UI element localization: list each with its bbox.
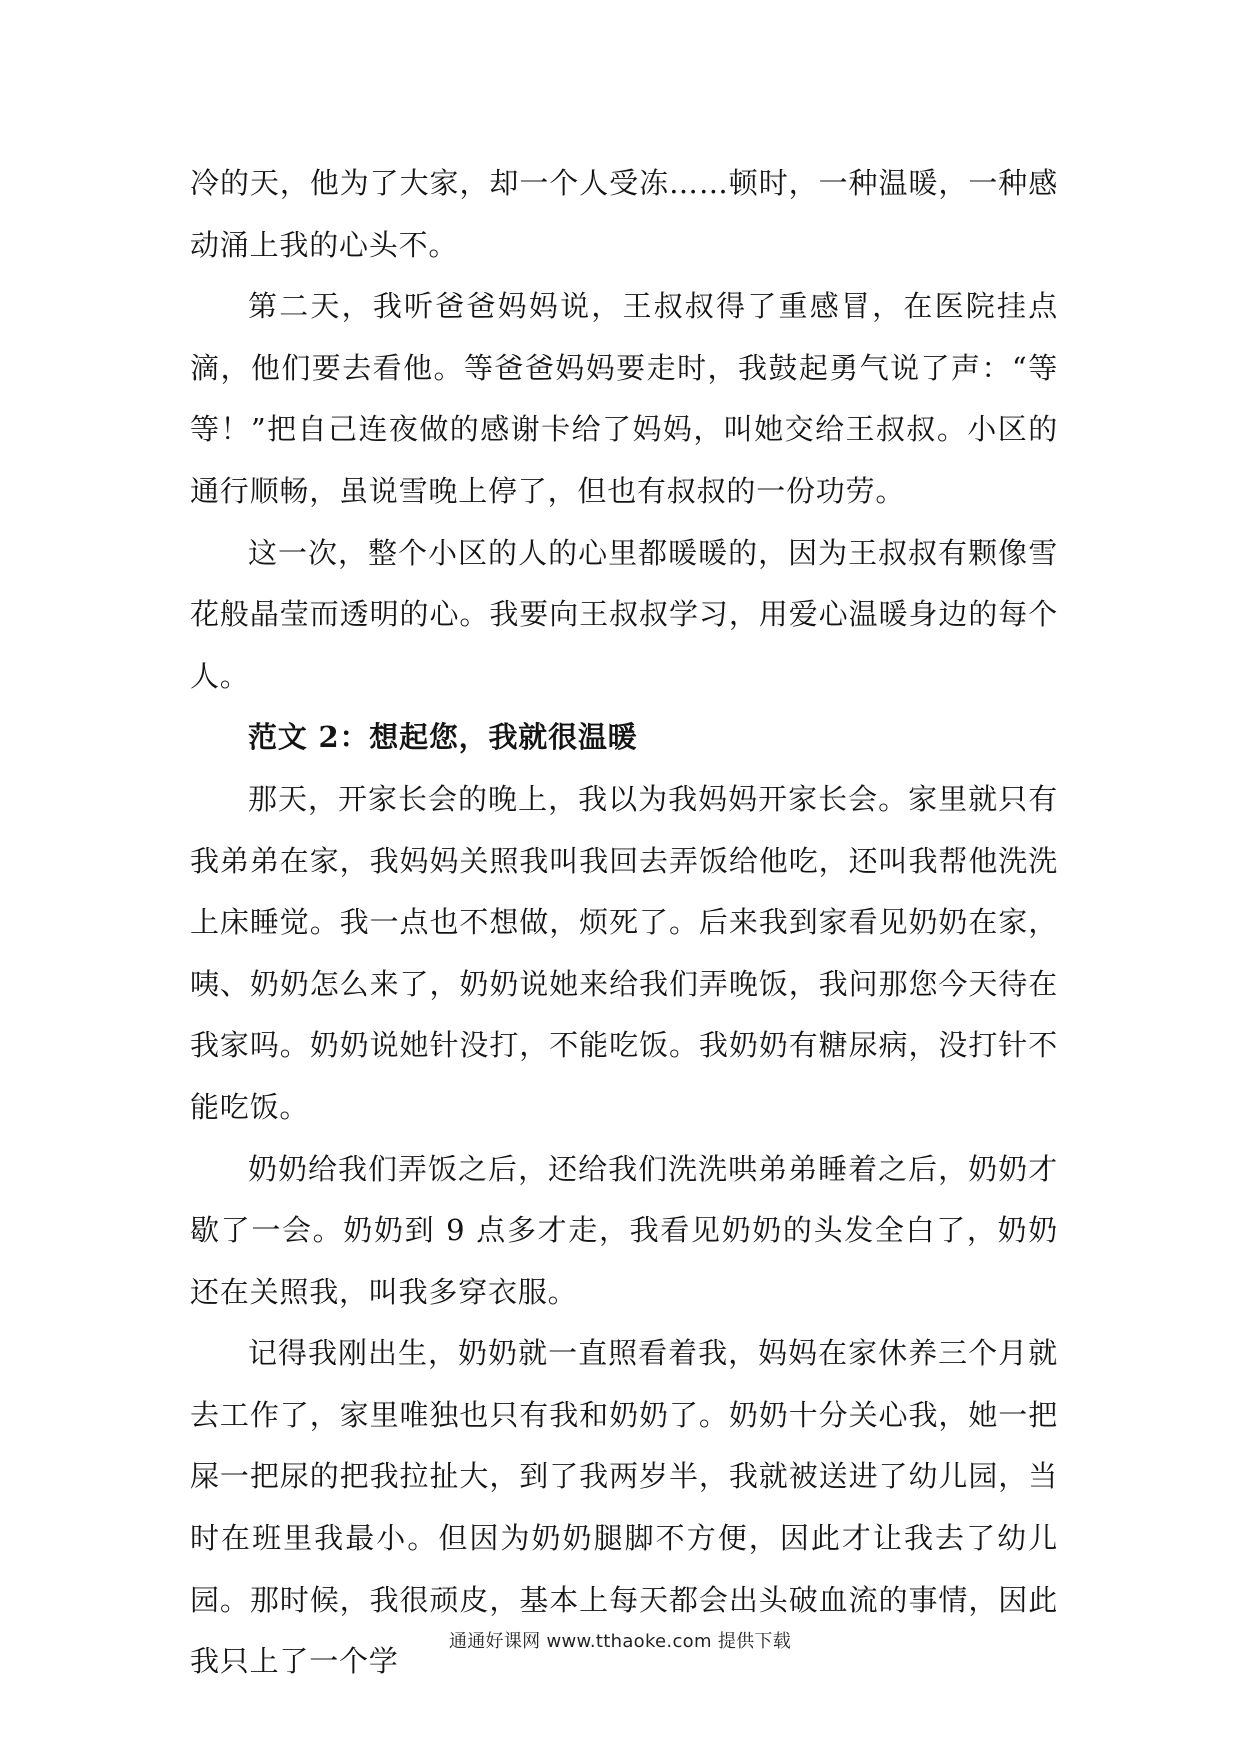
- document-body: [190, 153, 1058, 1693]
- page-footer: 通通好课网 www.tthaoke.com 提供下载: [448, 1631, 792, 1652]
- section-heading: 范文 2：想起您，我就很温暖: [248, 720, 638, 755]
- paragraph: 第二天，我听爸爸妈妈说，王叔叔得了重感冒，在医院挂点滴，他们要去看他。等爸爸妈妈要走时，我鼓起勇气说了声：“等等！”把自己连夜做的感谢卡给了妈妈，叫她交给王叔叔。小区的通行顺畅，虽说雪晚上停了，但也有叔叔的一份功劳。: [190, 289, 1058, 508]
- paragraph: 那天，开家长会的晚上，我以为我妈妈开家长会。家里就只有我弟弟在家，我妈妈关照我叫我回去弄饭给他吃，还叫我帮他洗洗上床睡觉。我一点也不想做，烦死了。后来我到家看见奶奶在家，咦、奶奶怎么来了，奶奶说她来给我们弄晚饭，我问那您今天待在我家吗。奶奶说她针没打，不能吃饭。我奶奶有糖尿病，没打针不能吃饭。: [190, 781, 1058, 1124]
- paragraph: 这一次，整个小区的人的心里都暖暖的，因为王叔叔有颗像雪花般晶莹而透明的心。我要向王叔叔学习，用爱心温暖身边的每个人。: [190, 535, 1058, 693]
- paragraph-continued: 冷的天，他为了大家，却一个人受冻……顿时，一种温暖，一种感动涌上我的心头不。: [190, 166, 1058, 262]
- paragraph: 奶奶给我们弄饭之后，还给我们洗洗哄弟弟睡着之后，奶奶才歇了一会。奶奶到 9 点多才走，我看见奶奶的头发全白了，奶奶还在关照我，叫我多穿衣服。: [190, 1151, 1058, 1309]
- paragraph: 记得我刚出生，奶奶就一直照看着我，妈妈在家休养三个月就去工作了，家里唯独也只有我和奶奶了。奶奶十分关心我，她一把屎一把尿的把我拉扯大，到了我两岁半，我就被送进了幼儿园，当时在班里我最小。但因为奶奶腿脚不方便，因此才让我去了幼儿园。那时候，我很顽皮，基本上每天都会出头破血流的事情，因此我只上了一个学: [190, 1336, 1058, 1679]
